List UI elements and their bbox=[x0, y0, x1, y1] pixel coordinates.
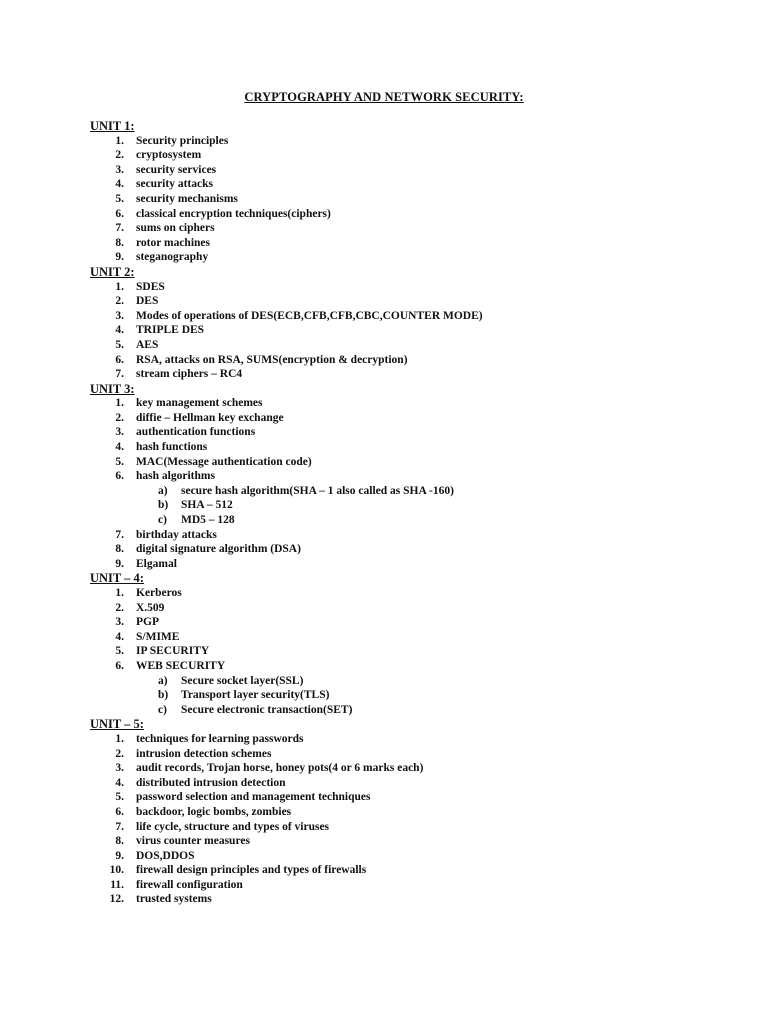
item-text: life cycle, structure and types of viruses bbox=[136, 820, 330, 833]
unit-section bbox=[90, 571, 730, 717]
unit-section bbox=[90, 119, 730, 265]
item-text: DES bbox=[136, 295, 159, 308]
item-number: 7. bbox=[115, 528, 124, 541]
item-text: digital signature algorithm (DSA) bbox=[136, 543, 301, 556]
item-number: 6. bbox=[115, 353, 124, 366]
item-number: 3. bbox=[115, 309, 124, 322]
item-number: 9. bbox=[115, 557, 124, 570]
topic-list bbox=[90, 586, 730, 717]
sub-item-letter: c) bbox=[158, 514, 167, 527]
list-item bbox=[90, 455, 730, 470]
sub-item-text: Secure electronic transaction(SET) bbox=[181, 703, 353, 716]
item-number: 3. bbox=[115, 616, 124, 629]
item-number: 4. bbox=[115, 441, 124, 454]
item-number: 7. bbox=[115, 222, 124, 235]
item-text: security attacks bbox=[136, 178, 213, 191]
item-number: 1. bbox=[115, 732, 124, 745]
item-number: 4. bbox=[115, 630, 124, 643]
item-text: Security principles bbox=[136, 134, 229, 147]
item-text: trusted systems bbox=[136, 893, 212, 906]
list-item bbox=[90, 192, 730, 207]
item-number: 2. bbox=[115, 295, 124, 308]
item-number: 8. bbox=[115, 543, 124, 556]
item-text: RSA, attacks on RSA, SUMS(encryption & decryption) bbox=[136, 353, 408, 366]
item-number: 3. bbox=[115, 163, 124, 176]
item-number: 1. bbox=[115, 280, 124, 293]
item-number: 2. bbox=[115, 601, 124, 614]
list-item bbox=[90, 644, 730, 659]
unit-heading: UNIT 1: bbox=[90, 119, 135, 133]
item-number: 2. bbox=[115, 747, 124, 760]
item-text: sums on ciphers bbox=[136, 222, 215, 235]
item-text: Kerberos bbox=[136, 587, 182, 599]
list-item bbox=[90, 878, 730, 893]
unit-section bbox=[90, 717, 730, 907]
item-text: MAC(Message authentication code) bbox=[136, 455, 312, 468]
topic-list bbox=[90, 280, 730, 382]
list-item bbox=[90, 148, 730, 163]
topic-list bbox=[90, 134, 730, 265]
item-text: password selection and management techniques bbox=[136, 791, 371, 804]
item-number: 3. bbox=[115, 762, 124, 775]
item-number: 9. bbox=[115, 849, 124, 862]
item-number: 5. bbox=[115, 455, 124, 468]
list-item bbox=[90, 221, 730, 236]
list-item bbox=[90, 250, 730, 265]
item-text: SDES bbox=[136, 280, 165, 293]
list-item bbox=[90, 177, 730, 192]
item-text: Modes of operations of DES(ECB,CFB,CFB,CBC,COUNTER MODE) bbox=[136, 309, 483, 322]
list-item bbox=[90, 659, 730, 674]
item-text: distributed intrusion detection bbox=[136, 776, 286, 789]
list-item bbox=[90, 280, 730, 295]
list-item bbox=[90, 528, 730, 543]
sub-list-item bbox=[90, 513, 730, 528]
item-number: 2. bbox=[115, 411, 124, 424]
list-item bbox=[90, 134, 730, 149]
sub-list-item bbox=[90, 674, 730, 689]
unit-section bbox=[90, 265, 730, 382]
item-text: backdoor, logic bombs, zombies bbox=[136, 805, 292, 818]
item-text: hash algorithms bbox=[136, 470, 215, 483]
list-item bbox=[90, 469, 730, 484]
unit-section bbox=[90, 382, 730, 572]
item-number: 4. bbox=[115, 324, 124, 337]
item-number: 5. bbox=[115, 791, 124, 804]
sub-list-item bbox=[90, 688, 730, 703]
list-item bbox=[90, 805, 730, 820]
sub-item-text: secure hash algorithm(SHA – 1 also called as SHA -160) bbox=[181, 484, 454, 497]
sub-item-letter: a) bbox=[158, 484, 168, 497]
list-item bbox=[90, 790, 730, 805]
item-number: 7. bbox=[115, 368, 124, 381]
item-number: 1. bbox=[115, 397, 124, 410]
item-text: X.509 bbox=[136, 601, 165, 614]
item-text: diffie – Hellman key exchange bbox=[136, 411, 284, 424]
item-number: 5. bbox=[115, 338, 124, 351]
sub-item-letter: b) bbox=[158, 499, 169, 512]
sub-item-letter: a) bbox=[158, 674, 168, 687]
sub-item-text: Transport layer security(TLS) bbox=[181, 689, 330, 702]
sub-item-letter: b) bbox=[158, 689, 169, 702]
list-item bbox=[90, 776, 730, 791]
item-number: 10. bbox=[109, 864, 124, 877]
sub-list-item bbox=[90, 498, 730, 513]
item-text: firewall configuration bbox=[136, 878, 243, 891]
list-item bbox=[90, 323, 730, 338]
list-item bbox=[90, 849, 730, 864]
list-item bbox=[90, 367, 730, 382]
item-text: S/MIME bbox=[136, 630, 180, 643]
sub-list-item bbox=[90, 703, 730, 718]
syllabus-content bbox=[90, 119, 730, 907]
list-item bbox=[90, 207, 730, 222]
item-text: DOS,DDOS bbox=[136, 849, 195, 862]
unit-heading: UNIT – 5: bbox=[90, 717, 144, 732]
list-item bbox=[90, 820, 730, 835]
item-text: security mechanisms bbox=[136, 192, 238, 205]
item-text: key management schemes bbox=[136, 397, 263, 410]
list-item bbox=[90, 557, 730, 572]
sub-item-text: SHA – 512 bbox=[181, 499, 233, 512]
item-number: 4. bbox=[115, 178, 124, 191]
page-title: CRYPTOGRAPHY AND NETWORK SECURITY: bbox=[244, 90, 524, 104]
item-number: 11. bbox=[110, 878, 124, 891]
list-item bbox=[90, 294, 730, 309]
item-number: 7. bbox=[115, 820, 124, 833]
item-text: firewall design principles and types of firewalls bbox=[136, 864, 367, 877]
item-number: 4. bbox=[115, 776, 124, 789]
sub-list-item bbox=[90, 484, 730, 499]
item-text: WEB SECURITY bbox=[136, 659, 226, 672]
item-number: 1. bbox=[115, 587, 124, 599]
item-number: 8. bbox=[115, 835, 124, 848]
item-text: security services bbox=[136, 163, 217, 176]
list-item bbox=[90, 396, 730, 411]
item-number: 6. bbox=[115, 207, 124, 220]
item-number: 3. bbox=[115, 426, 124, 439]
item-text: Elgamal bbox=[136, 557, 177, 570]
item-text: birthday attacks bbox=[136, 528, 217, 541]
list-item bbox=[90, 236, 730, 251]
item-text: audit records, Trojan horse, honey pots(4 or 6 marks each) bbox=[136, 762, 424, 775]
item-number: 8. bbox=[115, 236, 124, 249]
topic-list bbox=[90, 732, 730, 907]
list-item bbox=[90, 601, 730, 616]
item-text: classical encryption techniques(ciphers) bbox=[136, 207, 331, 220]
list-item bbox=[90, 163, 730, 178]
list-item bbox=[90, 732, 730, 747]
list-item bbox=[90, 761, 730, 776]
list-item bbox=[90, 586, 730, 601]
unit-heading: UNIT 3: bbox=[90, 381, 135, 396]
item-text: TRIPLE DES bbox=[136, 324, 205, 337]
sub-item-text: Secure socket layer(SSL) bbox=[181, 674, 304, 687]
list-item bbox=[90, 630, 730, 645]
list-item bbox=[90, 411, 730, 426]
item-text: rotor machines bbox=[136, 236, 210, 249]
item-number: 5. bbox=[115, 645, 124, 658]
list-item bbox=[90, 863, 730, 878]
item-text: intrusion detection schemes bbox=[136, 747, 272, 760]
item-number: 6. bbox=[115, 470, 124, 483]
item-number: 5. bbox=[115, 192, 124, 205]
list-item bbox=[90, 353, 730, 368]
list-item bbox=[90, 892, 730, 907]
list-item bbox=[90, 309, 730, 324]
list-item bbox=[90, 425, 730, 440]
item-text: hash functions bbox=[136, 441, 208, 454]
item-text: techniques for learning passwords bbox=[136, 732, 304, 745]
item-text: cryptosystem bbox=[136, 149, 202, 162]
item-text: authentication functions bbox=[136, 426, 256, 439]
item-number: 6. bbox=[115, 659, 124, 672]
item-text: IP SECURITY bbox=[136, 645, 210, 658]
item-number: 9. bbox=[115, 251, 124, 264]
item-text: virus counter measures bbox=[136, 835, 250, 848]
unit-heading: UNIT 2: bbox=[90, 264, 135, 279]
sub-item-letter: c) bbox=[158, 703, 167, 716]
item-text: AES bbox=[136, 338, 159, 351]
item-text: PGP bbox=[136, 616, 159, 629]
list-item bbox=[90, 338, 730, 353]
item-number: 2. bbox=[115, 149, 124, 162]
topic-list bbox=[90, 396, 730, 571]
list-item bbox=[90, 747, 730, 762]
item-number: 1. bbox=[115, 134, 124, 147]
unit-heading: UNIT – 4: bbox=[90, 571, 144, 586]
list-item bbox=[90, 542, 730, 557]
item-number: 12. bbox=[109, 893, 124, 906]
sub-item-text: MD5 – 128 bbox=[181, 514, 235, 527]
list-item bbox=[90, 834, 730, 849]
item-text: stream ciphers – RC4 bbox=[136, 368, 243, 381]
item-text: steganography bbox=[136, 251, 209, 264]
list-item bbox=[90, 440, 730, 455]
list-item bbox=[90, 615, 730, 630]
item-number: 6. bbox=[115, 805, 124, 818]
